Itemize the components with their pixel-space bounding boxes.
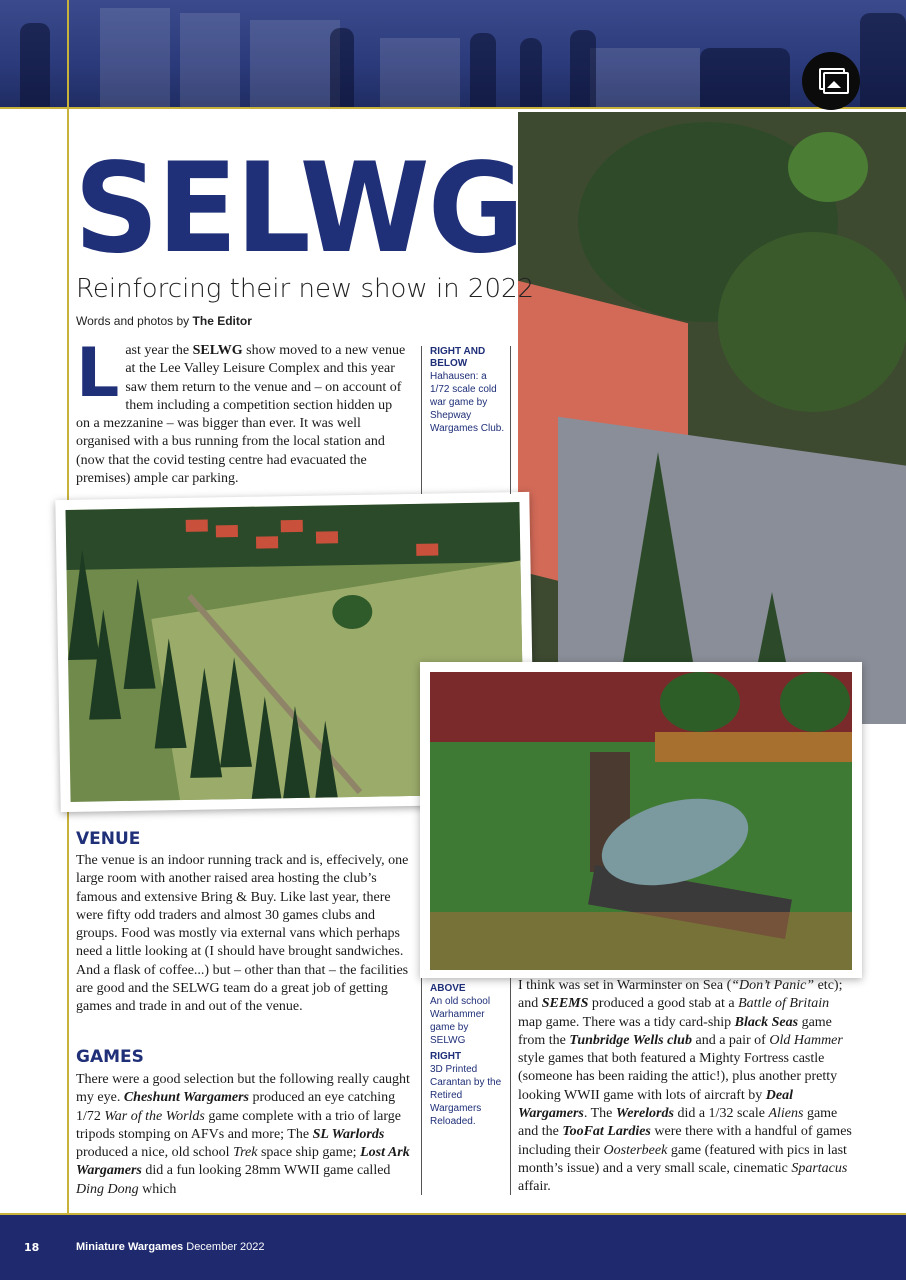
byline-author: The Editor — [192, 314, 252, 328]
byline — [76, 314, 252, 328]
caption-rule — [510, 978, 511, 1195]
games-heading: GAMES — [76, 1047, 144, 1067]
venue-paragraph: The venue is an indoor running track and is, effecively, one large room with another raised area hosting the club’s famous and extensive Bring & Buy. Like last year, there were fifty odd traders and almost 30 games clubs and groups. Food was mostly via external vans which perhaps need a little looking at (I should have brought sandwiches. And a flask of coffee...) but – other than that – the facilities are good and the SELWG team do a great job of getting games and trade in and out of the venue. — [76, 853, 409, 1015]
venue-heading: VENUE — [76, 829, 141, 849]
caption-head: RIGHT — [430, 1051, 462, 1062]
caption-above — [430, 983, 506, 1047]
games-paragraph: There were a good selection but the following really caught my eye. Cheshunt Wargamers produced an eye catching 1/72 War of the Worlds game complete with a trio of large tripods stomping on AFVs and more; The SL Warlords produced a nice, old school Trek space ship game; Lost Ark Wargamers did a fun looking 28mm WWII game called Ding Dong which — [76, 1072, 410, 1197]
caption-head: ABOVE — [430, 983, 466, 994]
caption-body: An old school Warhammer game by SELWG — [430, 996, 491, 1046]
games-paragraph-continued: I think was set in Warminster on Sea (“Don’t Panic” etc); and SEEMS produced a good stab at a Battle of Britain map game. There was a tidy card-ship Black Seas game from the Tunbridge Wells club and a pair of Old Hammer style games that both featured a Mighty Fortress castle (someone has been raiding the attic!), plus another pretty looking WWII game with lots of aircraft by Deal Wargamers. The Werelords did a 1/32 scale Aliens game and the TooFat Lardies were there with a handful of games including their Oosterbeek game (featured with pics in last month’s issue) and a very small scale, cinematic Spartacus affair. — [518, 978, 852, 1195]
header-rule — [0, 107, 906, 109]
intro-text: ast year the SELWG show moved to a new venue at the Lee Valley Leisure Complex and this year saw them return to the venue and – on account of them including a competition section hidden up on a mezzanine – was bigger than ever. It was well organised with a bus running from the local station and (now that the covid testing centre had evacuated the premises) ample car parking. — [76, 343, 406, 487]
caption-rule — [421, 978, 422, 1195]
warhammer-photo — [430, 672, 852, 970]
caption-body: 3D Printed Carantan by the Retired Wargamers Reloaded. — [430, 1064, 502, 1127]
caption-rule — [421, 346, 422, 494]
warhammer-photo-frame — [420, 662, 862, 978]
drop-cap: L — [76, 334, 120, 413]
caption-right — [430, 1051, 506, 1128]
byline-prefix: Words and photos by — [76, 314, 190, 328]
issue-date: December 2022 — [186, 1241, 265, 1253]
magazine-name: Miniature Wargames — [76, 1241, 184, 1253]
page-number: 18 — [24, 1241, 40, 1254]
hahausen-photo — [518, 112, 906, 724]
header-photo-strip — [0, 0, 906, 108]
intro-paragraph — [76, 334, 408, 488]
footer-rule — [0, 1213, 906, 1215]
article-title: SELWG — [74, 135, 523, 281]
caption-body: Hahausen: a 1/72 scale cold war game by Shepway Wargames Club. — [430, 371, 505, 434]
caption-head: RIGHT AND BELOW — [430, 346, 486, 369]
footer-magazine — [76, 1241, 265, 1253]
article-subtitle: Reinforcing their new show in 2022 — [76, 274, 535, 304]
caption-right-below — [430, 346, 506, 435]
photo-gallery-icon — [802, 52, 860, 110]
caption-rule — [510, 346, 511, 494]
